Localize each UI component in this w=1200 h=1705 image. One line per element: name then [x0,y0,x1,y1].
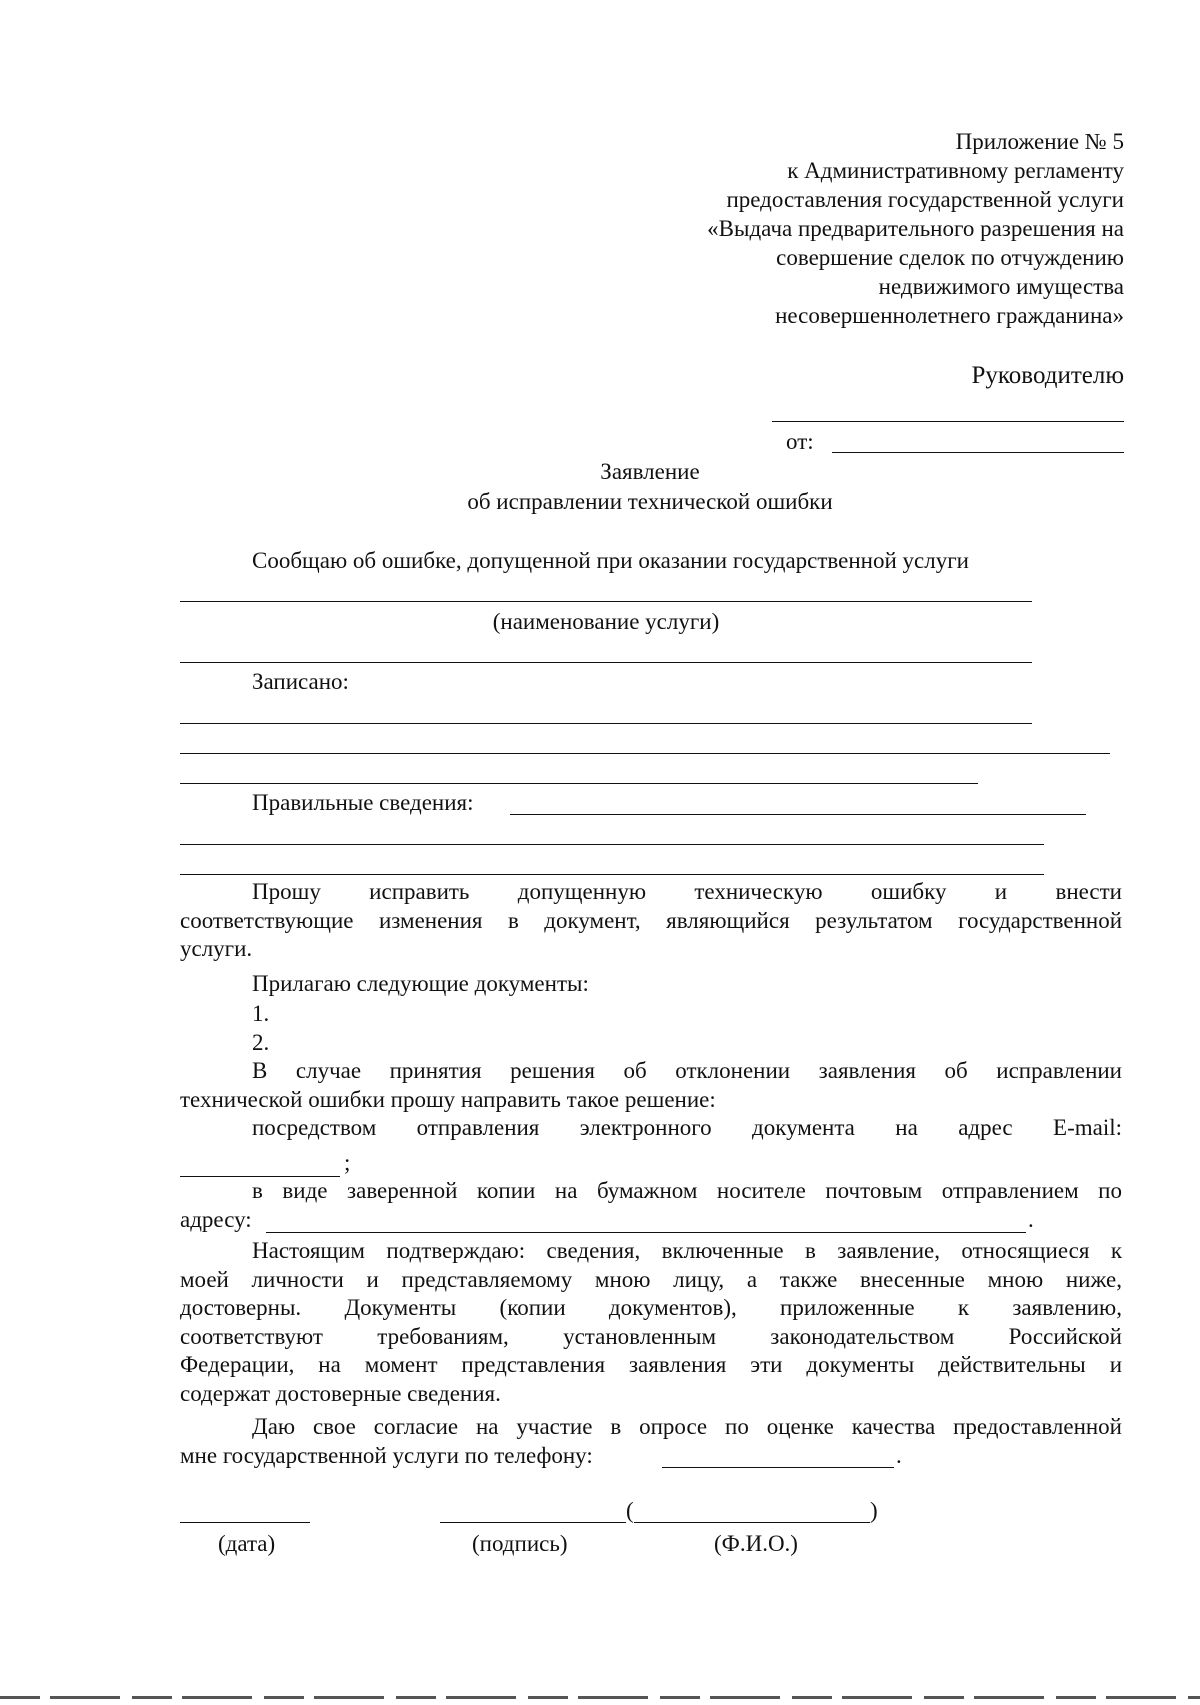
appendix-line-2: к Административному регламенту [787,158,1124,183]
scan-artifact-line [0,1696,1200,1699]
from-label: от: [786,429,814,454]
signature-field[interactable] [440,1522,626,1523]
address-field[interactable] [266,1232,1026,1233]
email-end: ; [344,1150,351,1175]
addressee-to: Руководителю [971,362,1124,389]
appendix-line-3: предоставления государственной услуги [726,187,1124,212]
email-line: посредством отправления электронного документа на адрес E-mail: [252,1115,1122,1140]
report-line: Сообщаю об ошибке, допущенной при оказании государственной услуги [252,548,969,573]
addressee-name-field[interactable] [772,421,1124,422]
correct-info-field-3[interactable] [180,874,1044,875]
appendix-line-7: несовершеннолетнего гражданина» [775,303,1124,328]
appendix-line-1: Приложение № 5 [955,129,1124,154]
consent-paragraph [180,1413,1122,1442]
reject-line-2: технической ошибки прошу направить такое решение: [180,1086,716,1112]
confirm-line-2: моей личности и представляемому мною лицу, а также внесенные мною ниже, [180,1266,1122,1292]
document-title: Заявление [600,459,700,484]
reject-line-1: В случае принятия решения об отклонении заявления об исправлении [252,1058,1122,1083]
open-paren: ( [626,1498,634,1523]
recorded-field-1[interactable] [180,723,1032,724]
correct-info-label: Правильные сведения: [252,790,474,815]
appendix-line-4: «Выдача предварительного разрешения на [707,216,1124,241]
address-label: адресу: [180,1207,252,1232]
date-caption: (дата) [218,1531,276,1556]
full-name-caption: (Ф.И.О.) [714,1531,798,1556]
request-line-1: Прошу исправить допущенную техническую ошибку и внести [252,879,1122,904]
correct-info-field-2[interactable] [180,844,1044,845]
attachment-item-2: 2. [252,1030,270,1055]
paper-paragraph [180,1177,1122,1206]
recorded-label: Записано: [252,669,349,694]
appendix-line-6: недвижимого имущества [878,274,1124,299]
confirm-line-4: соответствуют требованиям, установленным законодательством Российской [180,1323,1122,1349]
request-line-2: соответствующие изменения в документ, являющийся результатом государственной [180,907,1122,933]
service-name-field-2[interactable] [180,662,1032,663]
consent-line-2: мне государственной услуги по телефону: [180,1443,593,1468]
request-paragraph [180,878,1122,964]
confirm-line-1: Настоящим подтверждаю: сведения, включенные в заявление, относящиеся к [252,1238,1122,1263]
service-name-caption: (наименование услуги) [492,609,720,634]
from-field[interactable] [832,452,1124,453]
paper-line: в виде заверенной копии на бумажном носителе почтовым отправлением по [252,1178,1122,1203]
consent-line-1: Даю свое согласие на участие в опросе по оценке качества предоставленной [252,1414,1122,1439]
address-end: . [1028,1207,1034,1232]
appendix-line-5: совершение сделок по отчуждению [776,245,1124,270]
consent-end: . [896,1443,902,1468]
request-line-3: услуги. [180,936,253,961]
confirm-line-5: Федерации, на момент представления заявления эти документы действительны и [180,1352,1122,1377]
attachment-item-1: 1. [252,1001,270,1026]
phone-field[interactable] [662,1467,894,1468]
rejection-paragraph [180,1057,1122,1143]
service-name-field[interactable] [180,601,1032,602]
document-subtitle: об исправлении технической ошибки [467,489,833,514]
attach-label: Прилагаю следующие документы: [252,971,589,996]
confirm-line-6: содержат достоверные сведения. [180,1380,501,1406]
date-field[interactable] [180,1522,310,1523]
signature-caption: (подпись) [472,1531,568,1556]
full-name-field[interactable] [634,1522,870,1523]
recorded-field-3[interactable] [180,783,978,784]
confirm-line-3: достоверны. Документы (копии документов), приложенные к заявлению, [180,1295,1122,1320]
recorded-field-2[interactable] [180,753,1110,754]
close-paren: ) [870,1498,878,1523]
confirmation-paragraph [180,1237,1122,1408]
correct-info-field-1[interactable] [510,814,1086,815]
